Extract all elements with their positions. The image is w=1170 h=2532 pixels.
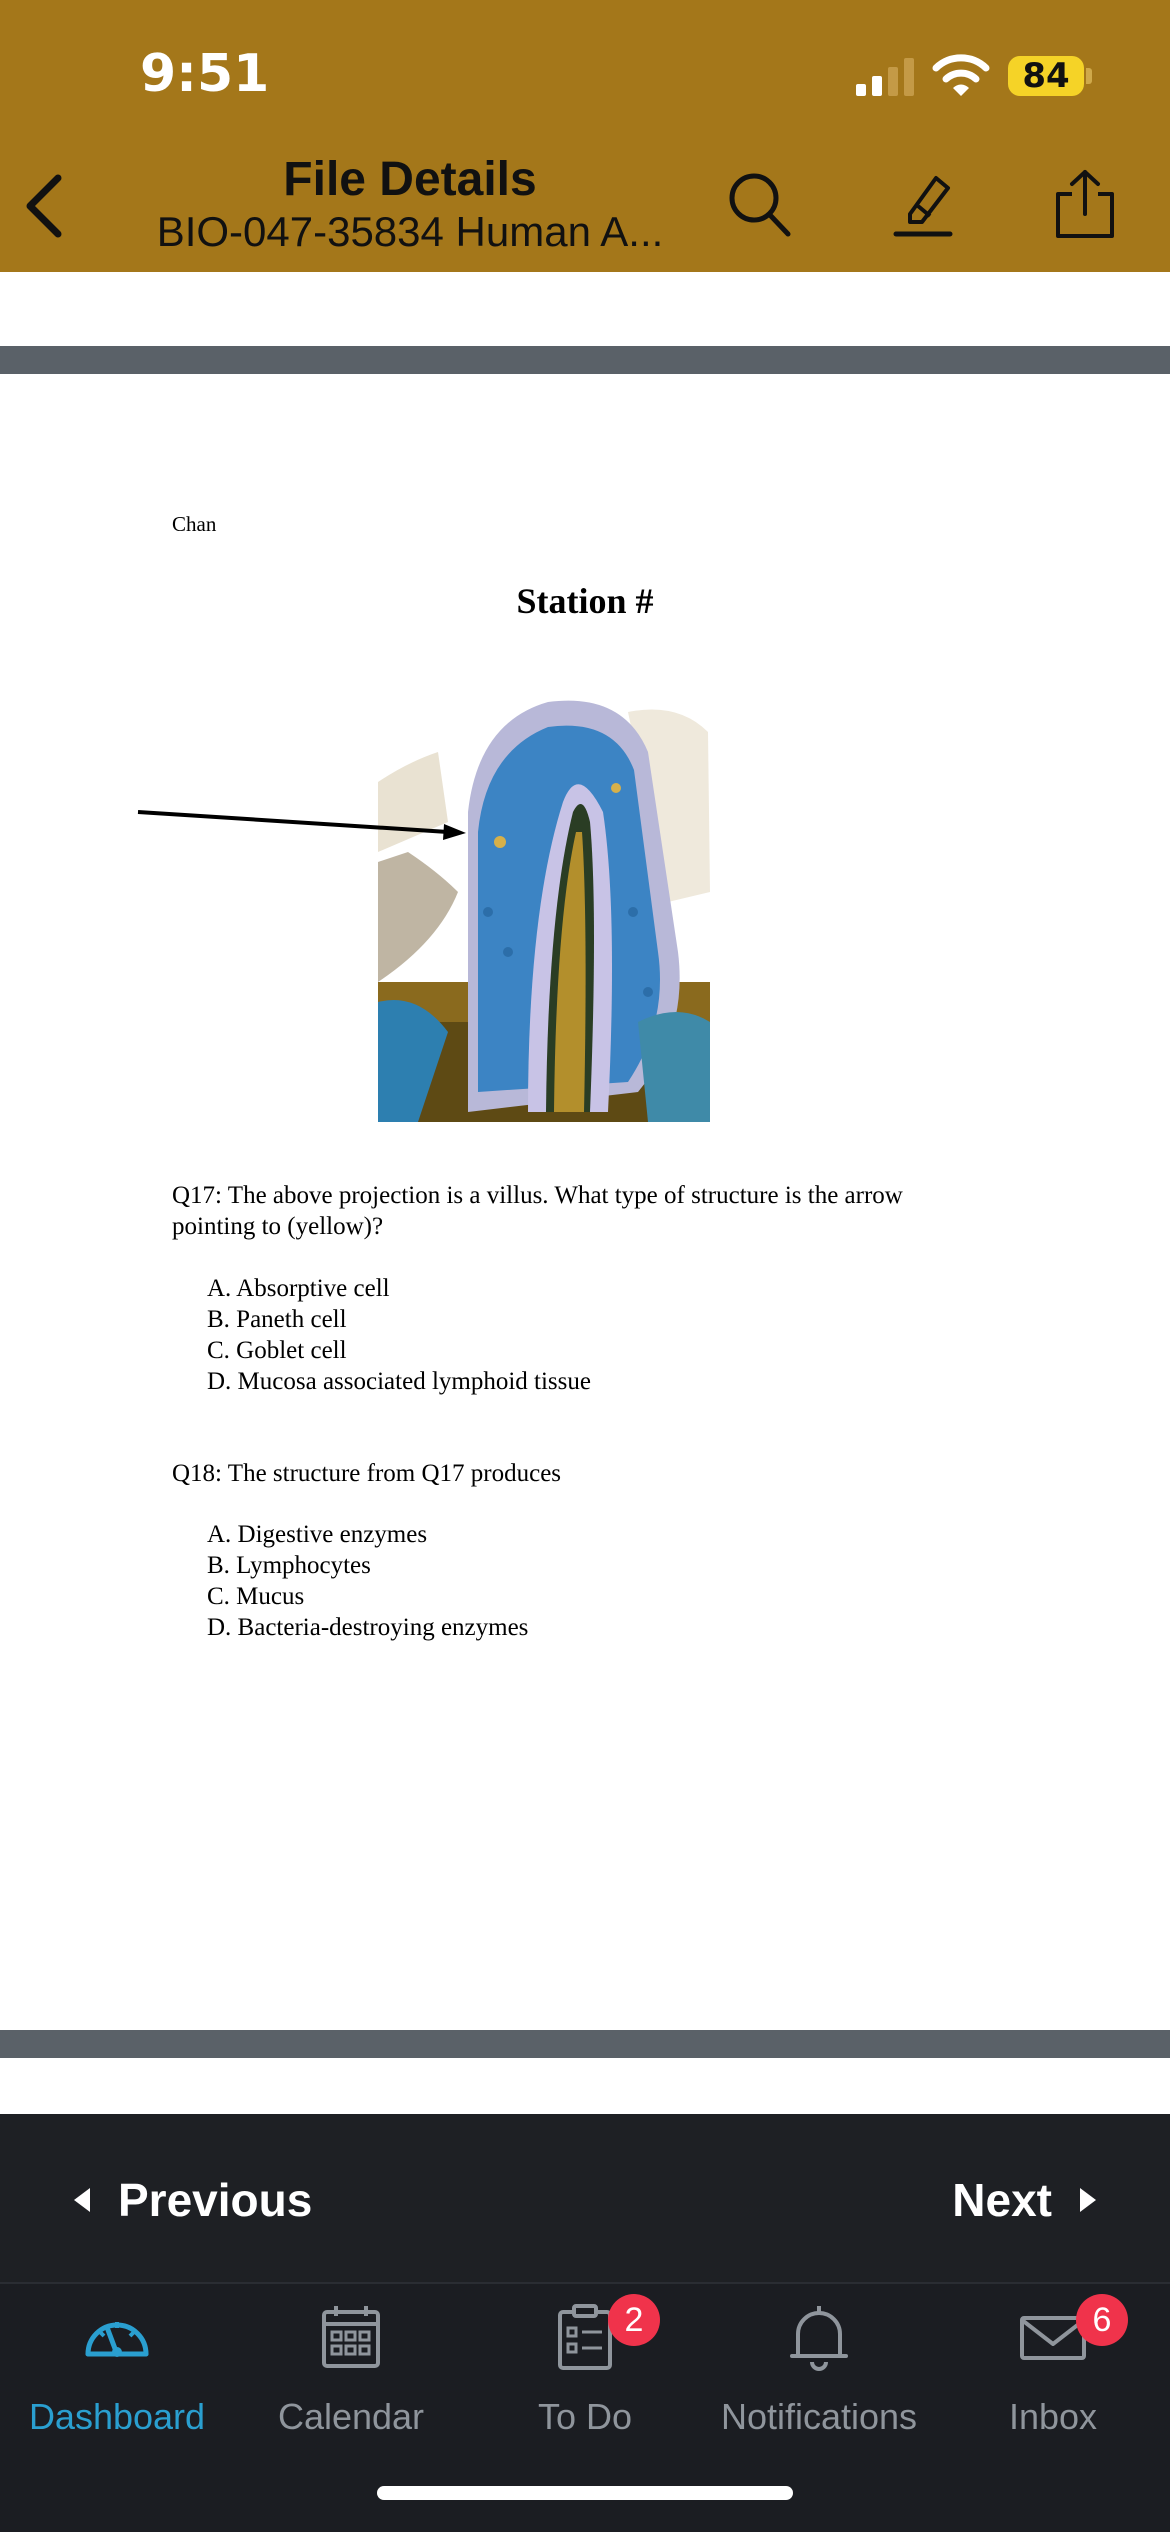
- caret-left-icon: [74, 2188, 90, 2212]
- status-time: 9:51: [140, 44, 270, 104]
- battery-level: 84: [1008, 56, 1084, 96]
- dashboard-icon: [82, 2302, 152, 2372]
- tab-label: Calendar: [277, 2396, 425, 2437]
- share-icon[interactable]: [1050, 168, 1120, 240]
- question-18: Q18: The structure from Q17 produces: [172, 1460, 562, 1487]
- page-separator: [0, 2030, 1170, 2058]
- q18-option: B. Lymphocytes: [207, 1552, 371, 1579]
- battery-icon: [1086, 68, 1092, 84]
- station-heading: Station #: [516, 581, 654, 621]
- app-header: [0, 0, 1170, 272]
- q18-option: A. Digestive enzymes: [207, 1521, 428, 1548]
- next-button[interactable]: [952, 2172, 1096, 2228]
- file-name: BIO-047-35834 Human A...: [156, 208, 664, 255]
- tab-label: To Do: [537, 2396, 633, 2437]
- question-17-line1: Q17: The above projection is a villus. What type of structure is the arrow: [172, 1182, 903, 1209]
- bell-icon: [784, 2302, 854, 2372]
- previous-label: Previous: [118, 2174, 313, 2226]
- tab-notifications[interactable]: [702, 2284, 936, 2464]
- tab-dashboard[interactable]: [0, 2284, 234, 2464]
- page-separator: [0, 346, 1170, 374]
- q17-option: C. Goblet cell: [207, 1337, 347, 1364]
- pager-bar: [0, 2114, 1170, 2282]
- q17-option: B. Paneth cell: [207, 1306, 347, 1333]
- q18-option: C. Mucus: [207, 1583, 305, 1610]
- page-title: File Details: [283, 153, 537, 206]
- signal-icon: [856, 58, 916, 96]
- q17-option: A. Absorptive cell: [207, 1275, 390, 1302]
- next-label: Next: [952, 2174, 1052, 2226]
- q18-option: D. Bacteria-destroying enzymes: [207, 1614, 529, 1641]
- calendar-icon: [316, 2302, 386, 2372]
- q17-option: D. Mucosa associated lymphoid tissue: [207, 1368, 591, 1395]
- question-17-line2: pointing to (yellow)?: [172, 1213, 384, 1240]
- villus-histology-image: [378, 692, 710, 1122]
- tab-label: Dashboard: [28, 2396, 206, 2437]
- search-icon[interactable]: [724, 168, 794, 240]
- inbox-badge: 6: [1076, 2294, 1128, 2346]
- tab-inbox[interactable]: [936, 2284, 1170, 2464]
- caret-right-icon: [1080, 2188, 1096, 2212]
- tab-label: Notifications: [720, 2396, 918, 2437]
- back-icon[interactable]: [20, 168, 70, 244]
- tab-calendar[interactable]: [234, 2284, 468, 2464]
- tab-label: Inbox: [1008, 2396, 1098, 2437]
- todo-badge: 2: [608, 2294, 660, 2346]
- figure-arrow: [130, 804, 470, 844]
- document-page[interactable]: [0, 374, 1170, 2030]
- author-name: Chan: [172, 512, 217, 536]
- tab-to-do[interactable]: [468, 2284, 702, 2464]
- highlighter-icon[interactable]: [888, 168, 958, 240]
- wifi-icon: [932, 52, 990, 98]
- home-indicator[interactable]: [377, 2486, 793, 2500]
- previous-button[interactable]: [74, 2172, 312, 2228]
